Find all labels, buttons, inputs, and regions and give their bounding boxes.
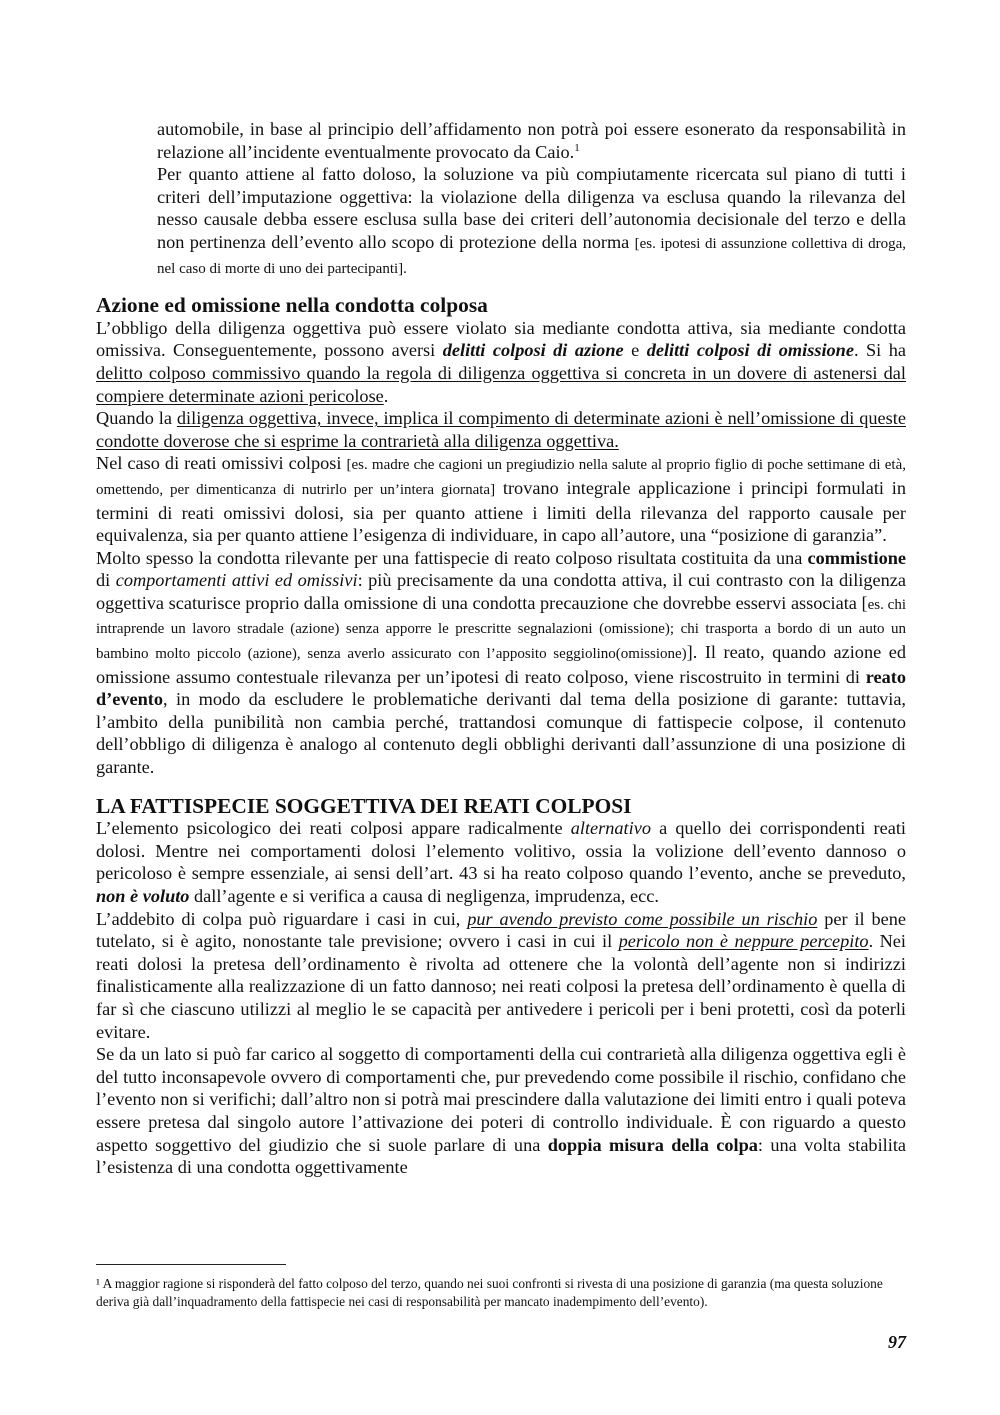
paragraph: L’obbligo della diligenza oggettiva può essere violato sia mediante condotta attiva, sia mediante condotta omissiva. Conseguentemente, possono aversi delitti colposi di azione e delitti colposi di omissione. Si ha delitto colposo commissivo quando la regola di diligenza oggettiva si concreta in un dovere di astenersi dal compiere determinate azioni pericolose. xyxy=(96,317,906,406)
paragraph: automobile, in base al principio dell’affidamento non potrà poi essere esonerato da responsabilità in relazione all’incidente eventualmente provocato da Caio.$^1$ xyxy=(157,119,906,162)
paragraph: Quando la diligenza oggettiva, invece, implica il compimento di determinate azioni è nell’omissione di queste condotte doverose che si esprime la contrarietà alla diligenza oggettiva. xyxy=(96,408,906,451)
paragraph: L’elemento psicologico dei reati colposi appare radicalmente alternativo a quello dei corrispondenti reati dolosi. Mentre nei comportamenti dolosi l’elemento volitivo, ossia la volizione dell’evento dannoso o pericoloso è sempre essenziale, ai sensi dell’art. 43 si ha reato colposo quando l’evento, anche se preveduto, non è voluto dall’agente e si verifica a causa di negligenza, imprudenza, ecc. xyxy=(96,818,906,906)
example-note: [es. madre che cagioni un pregiudizio nella salute al proprio figlio di poche settimane di età, omettendo, per dimenticanza di nutrirlo per un’intera giornata] xyxy=(96,457,906,498)
footnote-marker: ¹ xyxy=(96,1276,101,1291)
emphasis: delitti colposi di azione xyxy=(442,340,624,361)
footnotes xyxy=(96,1264,906,1311)
paragraph: Molto spesso la condotta rilevante per una fattispecie di reato colposo risultata costituita da una commistione di comportamenti attivi ed omissivi: più precisamente da una condotta attiva, il cui contrasto con la diligenza oggettiva scaturisce proprio dalla omissione di una condotta precauzione che dovrebbe esservi associata [es. chi intraprende un lavoro stradale (azione) senza apporre le prescritte segnalazioni (omissione); chi trasporta a bordo di un auto un bambino molto piccolo (azione), senza averlo assicurato con l’apposito seggiolino(omissione)]. Il reato, quando azione ed omissione assumo contestuale rilevanza per un’ipotesi di reato colposo, viene riscostruito in termini di reato d’evento, in modo da escludere le problematiche derivanti dal tema della posizione di garante: tuttavia, l’ambito della punibilità non cambia perché, trattandosi comunque di fattispecie colpose, il contenuto dell’obbligo di diligenza è analogo al contenuto degli obblighi derivanti dall’assunzione di una posizione di garante. xyxy=(96,547,907,778)
paragraph: L’addebito di colpa può riguardare i casi in cui, pur avendo previsto come possibile un rischio per il bene tutelato, si è agito, nonostante tale previsione; ovvero i casi in cui il pericolo non è neppure percepito. Nei reati dolosi la pretesa dell’ordinamento è rivolta ad ottenere che la volontà dell’agente non si indirizzi finalisticamente alla realizzazione di un fatto dannoso; nei reati colposi la pretesa dell’ordinamento è quella di far sì che ciascuno utilizzi al meglio le se capacità per antivedere i pericoli per i beni protetti, così da poterli evitare. xyxy=(96,908,906,1042)
page-number: 97 xyxy=(888,1332,906,1352)
emphasis: delitti colposi di omissione xyxy=(646,340,854,361)
bold-term: commistione xyxy=(807,547,906,568)
paragraph: Per quanto attiene al fatto doloso, la soluzione va più compiutamente ricercata sul piano di tutti i criteri dell’imputazione oggettiva: la violazione della diligenza va esclusa quando la rilevanza del nesso causale debba essere esclusa sulla base dei criteri dell’autonomia decisionale del terzo e della non pertinenza dell’evento allo scopo di protezione della norma [es. ipotesi di assunzione collettiva di droga, nel caso di morte di uno dei partecipanti]. xyxy=(157,164,906,277)
bold-term: doppia misura della colpa xyxy=(547,1134,758,1155)
footnote-reference[interactable]: 1 xyxy=(574,141,580,154)
bold-term: reato d’evento xyxy=(96,666,906,710)
continuation-block xyxy=(157,118,906,280)
section-heading: Azione ed omissione nella condotta colposa xyxy=(96,293,488,318)
paragraph: Nel caso di reati omissivi colposi [es. madre che cagioni un pregiudizio nella salute al proprio figlio di poche settimane di età, omettendo, per dimenticanza di nutrirlo per un’intera giornata] trovano integrale applicazione i principi formulati in termini di reati omissivi dolosi, sia per quanto attiene i limiti della rilevanza del rapporto causale per equivalenza, sia per quanto attiene l’esigenza di individuare, in capo all’autore, una “posizione di garanzia”. xyxy=(96,453,906,546)
underlined-text: diligenza oggettiva, invece, implica il compimento di determinate azioni è nell’omissione di queste condotte doverose che si esprime la contrarietà alla diligenza oggettiva. xyxy=(96,408,906,451)
underlined-text: delitto colposo commissivo quando la regola di diligenza oggettiva si concreta in un dovere di astenersi dal compiere determinate azioni pericolose xyxy=(96,362,906,406)
section-heading: LA FATTISPECIE SOGGETTIVA DEI REATI COLPOSI xyxy=(96,793,632,818)
underlined-italic-text: pur avendo previsto come possibile un rischio xyxy=(467,908,818,929)
example-note: es. chi intraprende un lavoro stradale (azione) senza apporre le prescritte segnalazioni (omissione); chi trasporta a bordo di un auto un bambino molto piccolo (azione), senza averlo assicurato con l’apposito seggiolino(omissione) xyxy=(96,596,907,663)
underlined-italic-text: pericolo non è neppure percepito xyxy=(618,931,869,952)
footnote-divider xyxy=(96,1264,286,1265)
footnote: ¹ A maggior ragione si risponderà del fatto colposo del terzo, quando nei suoi confronti si rivesta di una posizione di garanzia (ma questa soluzione deriva già dall’inquadramento della fattispecie nei casi di responsabilità per mancato inadempimento dell’evento). xyxy=(96,1276,883,1309)
italic-term: comportamenti attivi ed omissivi xyxy=(115,570,358,591)
example-note: [es. ipotesi di assunzione collettiva di droga, nel caso di morte di uno dei partecipanti]. xyxy=(157,235,906,277)
page-body xyxy=(96,118,906,1179)
italic-term: alternativo xyxy=(570,818,651,839)
paragraph: Se da un lato si può far carico al soggetto di comportamenti della cui contrarietà alla diligenza oggettiva egli è del tutto inconsapevole ovvero di comportamenti che, pur prevedendo come possibile il rischio, confidano che l’evento non si verifichi; dall’altro non si potrà mai prescindere dalla valutazione dei limiti entro i quali poteva essere pretesa dal singolo autore l’attivazione dei poteri di controllo individuale. È con riguardo a questo aspetto soggettivo del giudizio che si suole parlare di una doppia misura della colpa: una volta stabilita l’esistenza di una condotta oggettivamente xyxy=(96,1044,907,1178)
emphasis: non è voluto xyxy=(96,886,190,906)
